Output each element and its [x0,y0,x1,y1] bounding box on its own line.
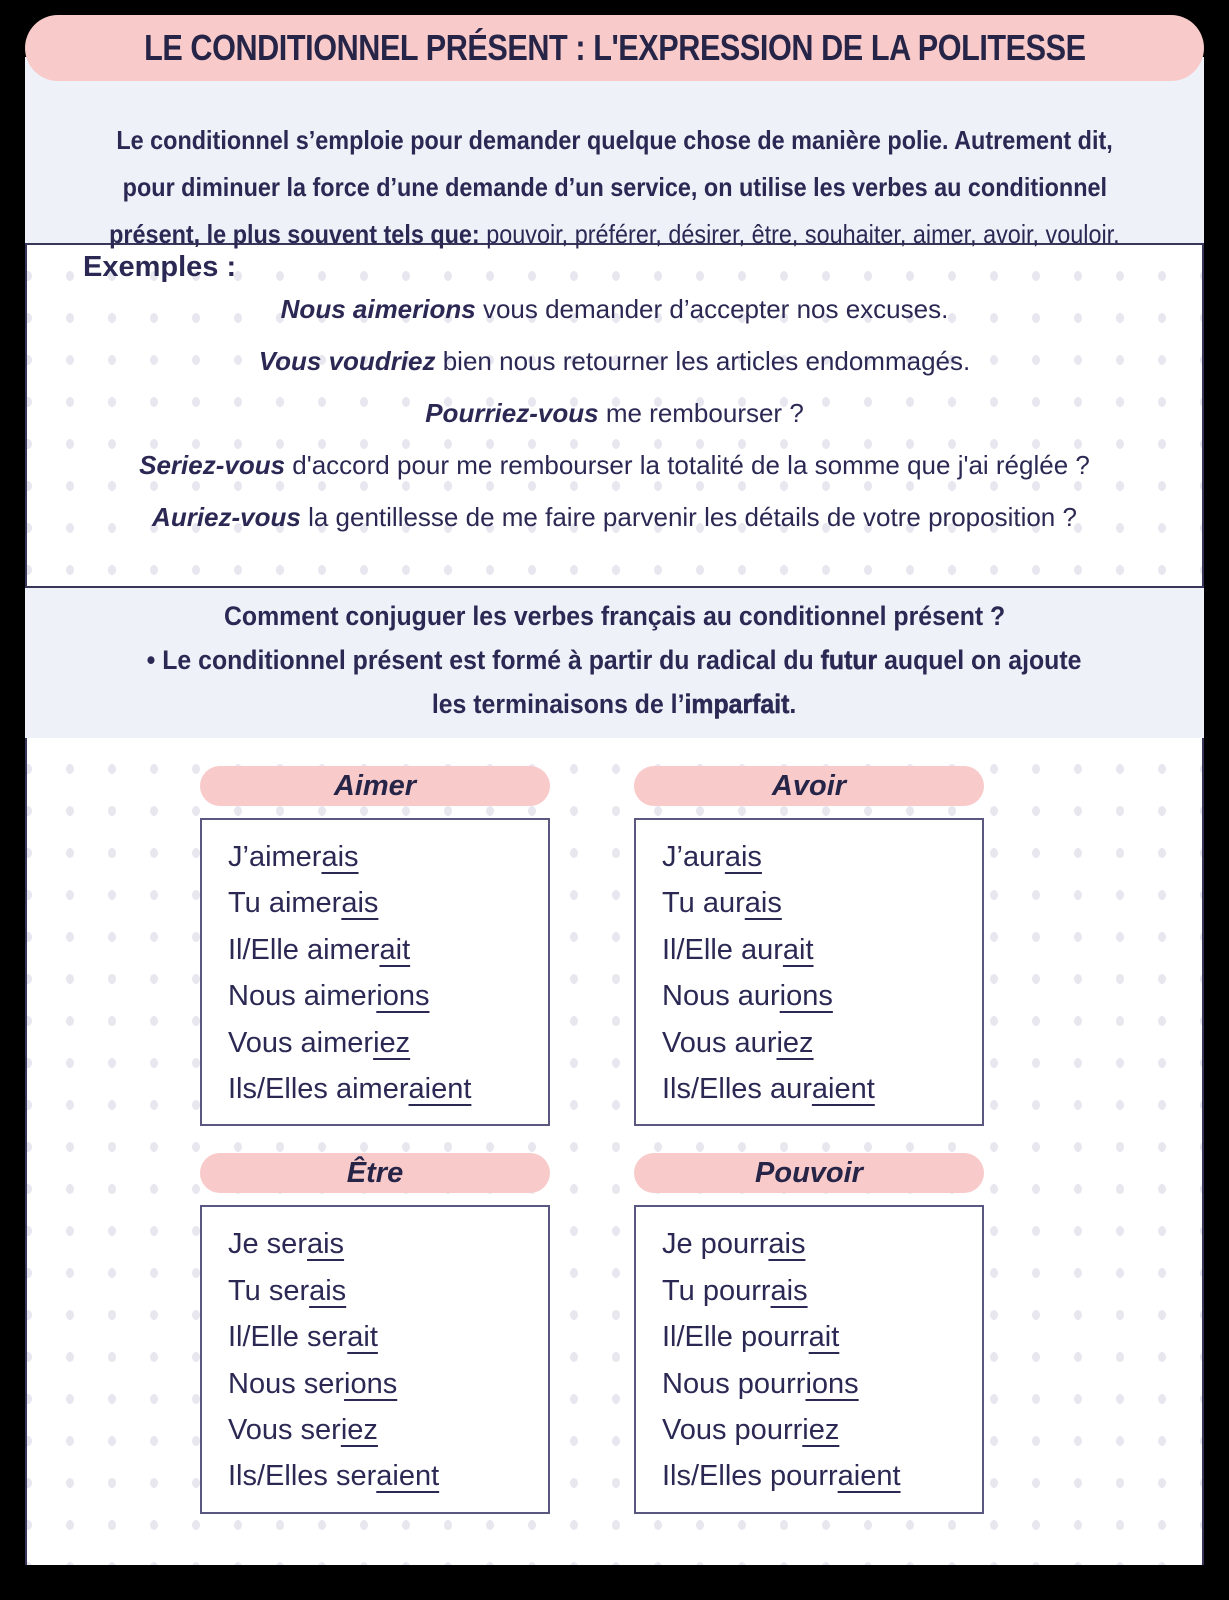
examples-section [25,245,1204,588]
conjugation-row: Ils/Elles auraient [662,1073,875,1106]
verb-pill-pouvoir: Pouvoir [634,1153,984,1193]
conjugation-row: Nous aimerions [228,980,430,1013]
method-rule-line-2: les terminaisons de l’imparfait. [432,689,797,719]
conjugation-row: Il/Elle aimerait [228,933,411,966]
conjugation-row: Ils/Elles seraient [228,1460,440,1493]
table-aimer [200,766,550,1126]
example-sentence: Pourriez-vous me rembourser ? [425,398,804,428]
conjugation-box-pouvoir [634,1205,984,1513]
conjugation-box-avoir [634,818,984,1126]
conjugation-row: Tu aurais [662,887,782,920]
verb-pill-aimer: Aimer [200,766,550,806]
conjugation-row: Nous serions [228,1367,398,1400]
conjugation-method-panel [25,588,1204,738]
verb-pill-avoir: Avoir [634,766,984,806]
conjugation-row: Tu pourrais [662,1274,808,1307]
intro-line-3: présent, le plus souvent tels que: pouvoir, préférer, désirer, être, souhaiter, aimer, avoir, vouloir. [109,219,1120,249]
conjugation-row: Vous aimeriez [228,1026,411,1059]
method-rule-line-1: • Le conditionnel présent est formé à partir du radical du futur auquel on ajoute [147,645,1082,675]
conjugation-row: Il/Elle aurait [662,933,814,966]
conjugation-tables-section [25,738,1204,1565]
conjugation-row: Tu serais [228,1274,347,1307]
conjugation-row: Nous aurions [662,980,833,1013]
intro-panel [25,57,1204,249]
conjugation-row: Ils/Elles pourraient [662,1460,901,1493]
example-sentence: Vous voudriez bien nous retourner les articles endommagés. [258,346,971,376]
method-question: Comment conjuguer les verbes français au conditionnel présent ? [223,601,1006,631]
conjugation-row: Je pourrais [662,1228,806,1261]
worksheet-card [25,15,1204,1565]
conjugation-row: J’aurais [662,841,762,873]
conjugation-row: Vous auriez [662,1026,814,1059]
conjugation-row: Nous pourrions [662,1367,859,1400]
conjugation-row: Tu aimerais [228,887,379,920]
intro-line-2: pour diminuer la force d’une demande d’un service, on utilise les verbes au conditionnel [122,172,1107,202]
example-sentence: Seriez-vous d'accord pour me rembourser la totalité de la somme que j'ai réglée ? [139,450,1090,480]
table-avoir [634,766,984,1126]
conjugation-row: Vous pourriez [662,1414,840,1447]
table-pouvoir [634,1153,984,1513]
intro-line-1: Le conditionnel s’emploie pour demander quelque chose de manière polie. Autrement dit, [116,125,1113,155]
conjugation-row: Ils/Elles aimeraient [228,1073,472,1106]
example-sentence: Nous aimerions vous demander d’accepter nos excuses. [280,294,949,324]
conjugation-row: Je serais [228,1228,345,1261]
title-banner [25,15,1204,81]
conjugation-box-aimer [200,818,550,1126]
verb-pill-etre: Être [200,1153,550,1193]
table-etre [200,1153,550,1513]
conjugation-box-etre [200,1205,550,1513]
conjugation-row: Il/Elle pourrait [662,1321,840,1354]
tables-grid [200,766,1202,1514]
conjugation-row: J’aimerais [228,841,359,873]
conjugation-row: Il/Elle serait [228,1321,378,1354]
conjugation-row: Vous seriez [228,1414,378,1447]
page-title: LE CONDITIONNEL PRÉSENT : L'EXPRESSION DE LA POLITESSE [143,27,1086,68]
examples-list [27,283,1202,543]
example-sentence: Auriez-vous la gentillesse de me faire parvenir les détails de votre proposition ? [152,502,1077,532]
examples-heading: Exemples : [83,251,237,283]
